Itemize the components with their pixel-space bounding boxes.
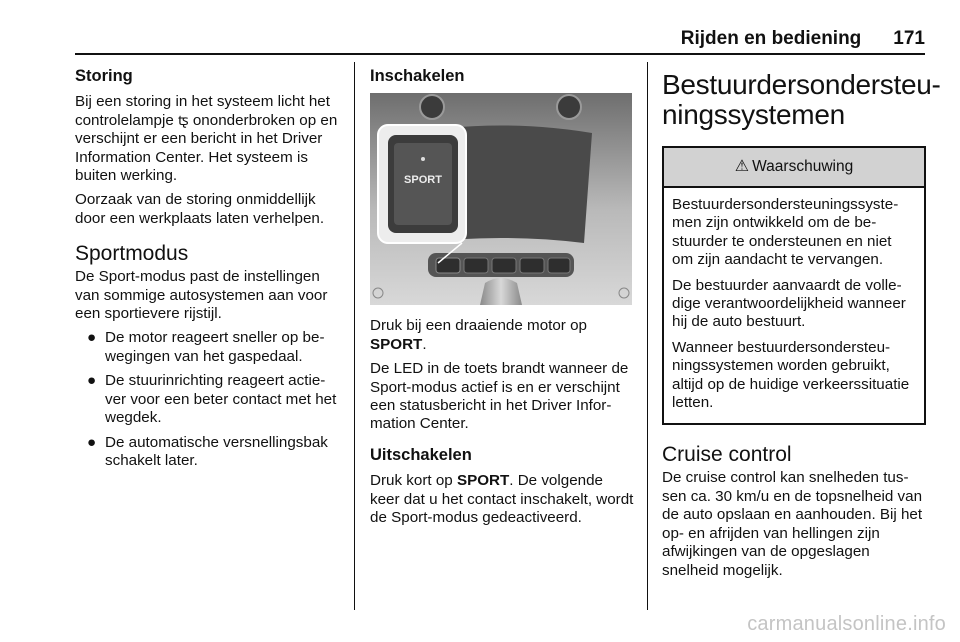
text: . <box>422 335 427 353</box>
paragraph: De cruise control kan snelheden tussen ca. 30 km/u en de topsnelheid van de auto opslaan en aanhouden. Bij het op- en afrijden van hellingen zijn afwijkingen van de opgeslagen snelheid mogelijk. <box>662 469 923 579</box>
bullet-icon: ● <box>87 372 97 390</box>
bullet-icon: ● <box>87 433 97 451</box>
page-number: 171 <box>893 28 925 49</box>
text: De motor reageert sneller op bewegingen van het gaspedaal. <box>105 329 325 365</box>
warning-header <box>664 148 924 188</box>
text: Druk bij een draaiende motor op <box>370 317 587 335</box>
paragraph: De bestuurder aanvaardt de volledige verantwoordelijkheid wanneer hij de auto bestuurt. <box>672 276 906 331</box>
text: Bij een storing in het systeem licht het controlelampje <box>75 93 330 129</box>
warning-box <box>662 146 926 425</box>
paragraph: Oorzaak van de storing onmiddellijk door een werkplaats laten verhelpen. <box>75 191 325 227</box>
text: . De volgende keer dat u het contact inschakelt, wordt de Sport-modus gedeactiveerd. <box>370 472 634 527</box>
column-left <box>75 64 341 476</box>
column-middle <box>370 64 635 533</box>
text: Druk kort op <box>370 472 457 490</box>
text: De automatische versnellingsbak schakelt later. <box>105 433 328 469</box>
paragraph <box>75 93 341 185</box>
heading-cruise-control: Cruise control <box>662 443 792 467</box>
text: De stuurinrichting reageert actiever voor een beter contact met het wegdek. <box>105 372 337 427</box>
paragraph: Bestuurdersondersteuningssystemen zijn ontwikkeld om de bestuurder te ondersteunen en niet om zijn aandacht te vervangen. <box>672 196 899 269</box>
column-divider <box>354 62 355 610</box>
sport-button-label: SPORT <box>404 174 442 187</box>
list-item <box>75 329 341 366</box>
list-item <box>75 372 341 427</box>
paragraph: Wanneer bestuurdersondersteuningssystemen worden gebruikt, altijd op de huidige verkeerssituatie letten. <box>672 338 910 412</box>
heading-sportmodus: Sportmodus <box>75 242 189 266</box>
section-title: Rijden en bediening <box>680 28 862 49</box>
header-rule <box>75 53 925 55</box>
paragraph: De LED in de toets brandt wanneer de Sport-modus actief is en er verschijnt een statusbericht in het Driver Information Center. <box>370 360 629 433</box>
heading-uitschakelen: Uitschakelen <box>370 445 472 464</box>
warning-title: Waarschuwing <box>752 157 854 175</box>
control-lamp-icon: ꭧ <box>178 112 189 129</box>
paragraph: De Sport-modus past de instellingen van sommige autosystemen aan voor een sportievere rijstijl. <box>75 268 328 323</box>
heading-inschakelen: Inschakelen <box>370 67 465 85</box>
warning-icon: ⚠ <box>734 157 750 175</box>
page-header <box>75 28 925 50</box>
text: ononderbroken op en verschijnt er een bericht in het Driver Information Center. Het systeem is buiten werking. <box>75 111 338 185</box>
bullet-list <box>75 329 341 470</box>
column-right <box>662 64 941 586</box>
heading-storing: Storing <box>75 67 133 85</box>
list-item <box>75 434 341 471</box>
watermark: carmanualsonline.info <box>747 613 946 635</box>
sport-button-figure <box>370 93 632 305</box>
bullet-icon: ● <box>87 329 97 347</box>
column-divider <box>647 62 648 610</box>
sport-keyword: SPORT <box>456 472 510 490</box>
warning-body <box>664 188 924 423</box>
heading-bestuurdersondersteuning: Bestuurdersondersteuningssystemen <box>662 69 941 130</box>
paragraph <box>370 472 635 527</box>
paragraph <box>370 317 635 354</box>
sport-keyword: SPORT <box>370 335 423 353</box>
